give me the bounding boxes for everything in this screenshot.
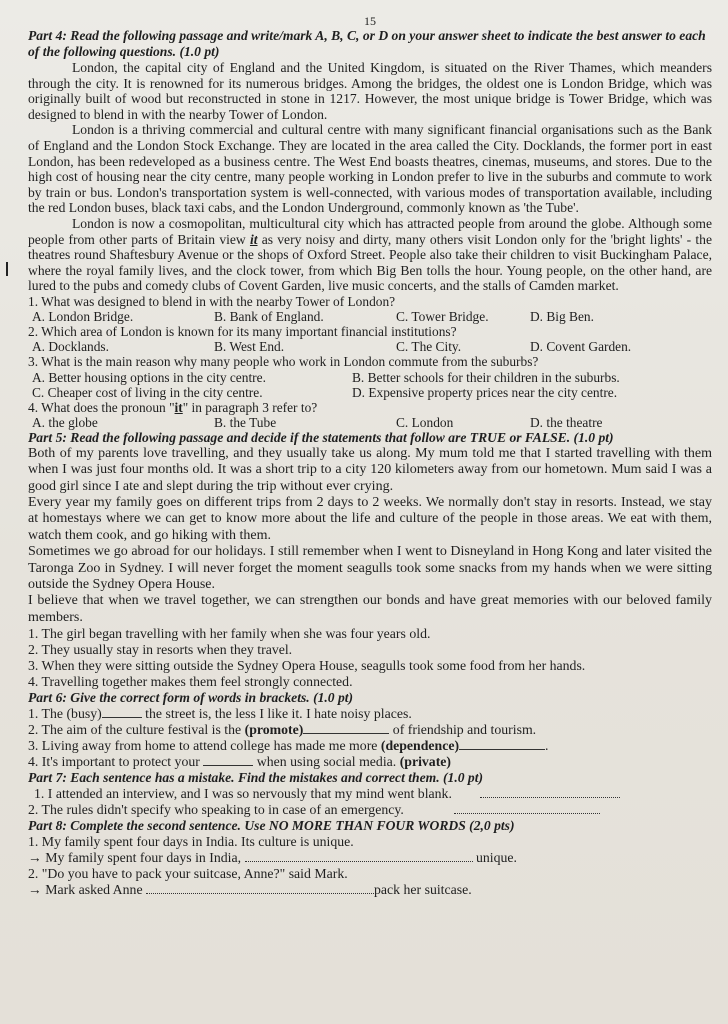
part8-heading: Part 8: Complete the second sentence. Use NO MORE THAN FOUR WORDS (2,0 pts) — [28, 818, 515, 834]
part6-item-2 — [28, 722, 712, 738]
q4-text-before: 4. What does the pronoun " — [28, 399, 175, 415]
option-d[interactable]: D. the theatre — [530, 414, 603, 430]
q4-pronoun-it: it — [174, 399, 183, 415]
part4-question-2 — [28, 324, 712, 354]
question-text: 1. What was designed to blend in with the nearby Tower of London? — [28, 293, 396, 309]
rewrite-pre: → Mark asked Anne — [28, 882, 147, 898]
bracket-word: (private) — [399, 754, 452, 770]
part4-paragraph-2: London is a thriving commercial and cultural centre with many significant financial organisations such as the Bank of England and the London Stock Exchange. They are located in the area called the City. Docklands, the former port in east London, has been redeveloped as a business centre. The West End boasts theatres, cinemas, museums, and stores. Due to the high cost of housing near the city centre, many people working in London prefer to live in the suburbs and commute to work by train or bus. London's transportation system is well-connected, with various modes of transportation available, including the red London buses, black taxi cabs, and the London Underground, commonly known as 'the Tube'. — [28, 122, 712, 216]
answer-blank[interactable] — [459, 739, 545, 750]
answer-blank[interactable] — [245, 851, 473, 862]
item-text-pre: 4. It's important to protect your — [28, 754, 204, 770]
part4-question-4 — [28, 400, 712, 430]
part5-statement-2: 2. They usually stay in resorts when they travel. — [28, 642, 293, 658]
part8-item-1-rewrite — [28, 850, 712, 866]
part5-statement-3: 3. When they were sitting outside the Sydney Opera House, seagulls took some food from her hands. — [28, 658, 586, 674]
item-text-post: . — [545, 738, 549, 754]
question-options — [28, 339, 712, 354]
item-text-post: of friendship and tourism. — [389, 722, 537, 738]
item-text: 2. The rules didn't specify who speaking to in case of an emergency. — [28, 802, 404, 818]
part6-item-4 — [28, 754, 712, 770]
part4-heading: Part 4: Read the following passage and write/mark A, B, C, or D on your answer sheet to indicate the best answer to each of the following questions. (1.0 pt) — [28, 28, 706, 59]
question-options-row-1 — [28, 370, 712, 385]
question-text — [28, 400, 712, 415]
option-d[interactable]: D. Expensive property prices near the city centre. — [352, 384, 618, 400]
question-options — [28, 309, 712, 324]
option-a[interactable]: A. Docklands. — [32, 339, 109, 355]
question-text: 2. Which area of London is known for its many important financial institutions? — [28, 324, 457, 340]
option-c[interactable]: C. Cheaper cost of living in the city centre. — [32, 384, 263, 400]
part7-heading: Part 7: Each sentence has a mistake. Find the mistakes and correct them. (1.0 pt) — [28, 770, 484, 786]
option-b[interactable]: B. Bank of England. — [214, 309, 324, 325]
part6-heading: Part 6: Give the correct form of words in brackets. (1.0 pt) — [28, 690, 354, 706]
rewrite-post: unique. — [472, 850, 517, 866]
part7-item-1 — [28, 786, 712, 802]
option-b[interactable]: B. the Tube — [214, 414, 277, 430]
part8-item-2-original: 2. "Do you have to pack your suitcase, Anne?" said Mark. — [28, 866, 348, 882]
part7-item-2 — [28, 802, 712, 818]
part5-paragraph-1: Both of my parents love travelling, and they usually take us along. My mum told me that I started travelling with them when I was just four months old. It was a short trip to a city 120 kilometers away from our hometown. Mum said I was a good girl since I ate and slept during the trip without ever crying. — [28, 445, 712, 494]
option-c[interactable]: C. Tower Bridge. — [396, 309, 489, 325]
part4-question-3 — [28, 354, 712, 399]
option-c[interactable]: C. London — [396, 414, 454, 430]
option-a[interactable]: A. London Bridge. — [32, 309, 134, 325]
part8-item-1-original: 1. My family spent four days in India. Its culture is unique. — [28, 834, 354, 850]
option-b[interactable]: B. Better schools for their children in the suburbs. — [352, 369, 620, 385]
item-text-post: when using social media. — [253, 754, 400, 770]
item-text: 1. I attended an interview, and I was so nervously that my mind went blank. — [34, 786, 452, 802]
part6-item-1 — [28, 706, 712, 722]
answer-blank[interactable] — [146, 883, 374, 894]
part8-item-2-rewrite — [28, 882, 712, 898]
answer-blank[interactable] — [480, 787, 620, 798]
para3-pronoun-it: it — [249, 231, 258, 247]
q4-text-after: " in paragraph 3 refer to? — [182, 399, 318, 415]
para3-text-before: London is now a cosmopolitan, multicultural city which has attracted people from around the globe. Although some people from other parts of Britain view — [28, 215, 712, 247]
part5-statement-4: 4. Travelling together makes them feel strongly connected. — [28, 674, 353, 690]
part4-paragraph-3 — [28, 216, 712, 294]
part5-paragraph-4: I believe that when we travel together, we can strengthen our bonds and have great memories with our beloved family members. — [28, 593, 712, 625]
part5-paragraph-2: Every year my family goes on different trips from 2 days to 2 weeks. We normally don't stay in resorts. Instead, we stay at homestays where we can get to know more about the life and culture of the people in those areas. We eat with them, watch them cook, and go hiking with them. — [28, 494, 712, 543]
para3-text-after: as very noisy and dirty, many others visit London only for the 'bright lights' - the theatres round Shaftesbury Avenue or the shops of Oxford Street. People also take their children to visit Buckingham Palace, where the royal family lives, and the clock tower, from which Big Ben tolls the hour. Young people, on the other hand, are lured to the pubs and comedy clubs of Covent Garden, live music concerts, and the stalls of Camden market. — [28, 231, 712, 294]
rewrite-post: pack her suitcase. — [374, 882, 472, 898]
bracket-word: (dependence) — [380, 738, 460, 754]
part5-paragraph-3: Sometimes we go abroad for our holidays. I still remember when I went to Disneyland in Hong Kong and later visited the Taronga Zoo in Sydney. I will never forget the moment seagulls took some snacks from my hands when we were sitting outside the Sydney Opera House. — [28, 544, 712, 592]
answer-blank[interactable] — [303, 723, 389, 734]
rewrite-pre: → My family spent four days in India, — [28, 850, 245, 866]
item-text-pre: 3. Living away from home to attend college has made me more — [28, 738, 381, 754]
page-number: 15 — [364, 14, 376, 28]
margin-mark — [6, 262, 8, 276]
option-d[interactable]: D. Covent Garden. — [530, 339, 632, 355]
part5-heading: Part 5: Read the following passage and decide if the statements that follow are TRUE or FALSE. (1.0 pt) — [28, 429, 614, 445]
answer-blank[interactable] — [102, 707, 142, 718]
answer-blank[interactable] — [454, 803, 600, 814]
part6-item-3 — [28, 738, 712, 754]
bracket-word: (promote) — [244, 722, 304, 738]
question-options — [28, 415, 712, 430]
option-b[interactable]: B. West End. — [214, 339, 285, 355]
option-a[interactable]: A. Better housing options in the city centre. — [32, 369, 266, 385]
item-text-post: the street is, the less I like it. I hate noisy places. — [141, 706, 412, 722]
part4-paragraph-1: London, the capital city of England and the United Kingdom, is situated on the River Thames, which meanders through the city. It is renowned for its numerous bridges. Among the bridges, the oldest one is London Bridge, which was originally built of wood but reconstructed in stone in 1217. However, the most unique bridge is Tower Bridge, which was designed to blend in with the nearby Tower of London. — [28, 60, 712, 122]
part5-statement-1: 1. The girl began travelling with her family when she was four years old. — [28, 626, 431, 642]
question-options-row-2 — [28, 385, 712, 400]
part4-question-1 — [28, 294, 712, 324]
option-a[interactable]: A. the globe — [32, 414, 98, 430]
item-text-pre: 1. The (busy) — [28, 706, 102, 722]
answer-blank[interactable] — [203, 755, 253, 766]
item-text-pre: 2. The aim of the culture festival is the — [28, 722, 245, 738]
question-text: 3. What is the main reason why many people who work in London commute from the suburbs? — [28, 354, 539, 370]
option-d[interactable]: D. Big Ben. — [530, 309, 594, 325]
option-c[interactable]: C. The City. — [396, 339, 462, 355]
